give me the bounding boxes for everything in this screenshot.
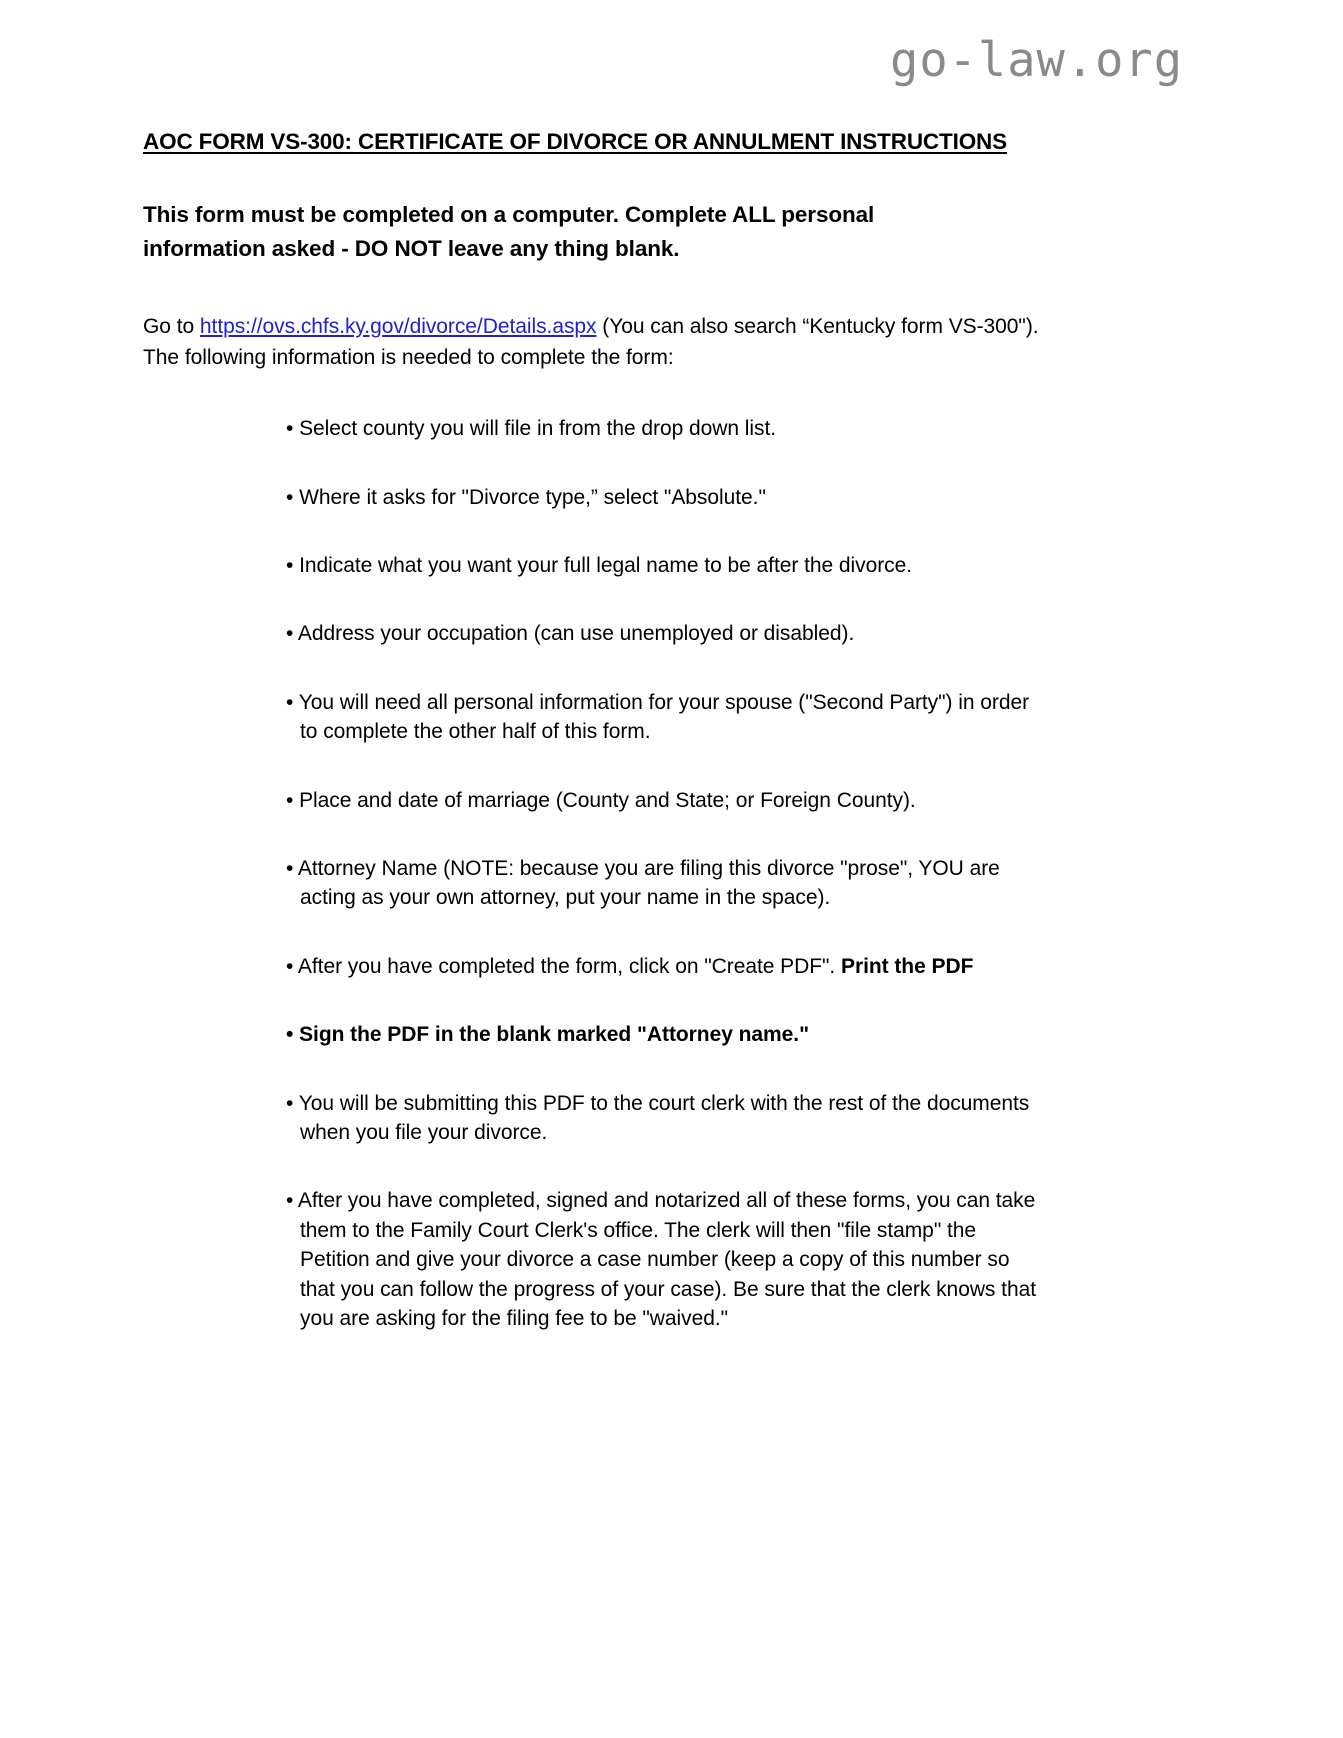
list-item	[286, 414, 1040, 443]
list-item	[286, 786, 1040, 815]
list-item	[286, 551, 1040, 580]
list-item-text: • After you have completed, signed and notarized all of these forms, you can take them to the Family Court Clerk's office. The clerk will then "file stamp" the Petition and give your divorce a case number (keep a copy of this number so that you can follow the progress of your case). Be sure that the clerk knows that you are asking for the filing fee to be "waived."	[286, 1189, 1036, 1330]
goto-second-line: The following information is needed to complete the form:	[143, 346, 674, 370]
list-item	[286, 1089, 1040, 1148]
document-content	[143, 128, 1193, 1333]
list-item-text: • Place and date of marriage (County and State; or Foreign County).	[286, 788, 916, 812]
list-item-text: • Where it asks for "Divorce type,” select "Absolute."	[286, 485, 766, 509]
goto-prefix: Go to	[143, 314, 200, 338]
instructions-list	[143, 414, 1193, 1333]
list-item	[286, 952, 1040, 981]
list-item-text: • After you have completed the form, click on "Create PDF".	[286, 954, 841, 978]
ovs-chfs-link[interactable]: https://ovs.chfs.ky.gov/divorce/Details.aspx	[199, 314, 597, 338]
intro-paragraph: This form must be completed on a computer. Complete ALL personal information asked - DO NOT leave any thing blank.	[143, 202, 875, 262]
go-law-watermark: go-law.org	[890, 33, 1183, 88]
list-item-text: • Select county you will file in from the drop down list.	[286, 417, 777, 441]
list-item	[286, 1186, 1040, 1333]
list-item	[286, 688, 1040, 747]
list-item-text: • Address your occupation (can use unemployed or disabled).	[286, 622, 855, 646]
goto-suffix: (You can also search “Kentucky form VS-300").	[596, 314, 1039, 338]
list-item	[286, 1020, 1040, 1049]
list-item	[286, 483, 1040, 512]
list-item	[286, 619, 1040, 648]
goto-paragraph	[143, 311, 1193, 375]
list-item-text: • Sign the PDF in the blank marked "Attorney name."	[286, 1023, 809, 1047]
page-title: AOC FORM VS-300: CERTIFICATE OF DIVORCE OR ANNULMENT INSTRUCTIONS	[143, 129, 1008, 154]
list-item-text: • You will be submitting this PDF to the court clerk with the rest of the documents when you file your divorce.	[286, 1091, 1030, 1144]
list-item-text: • Indicate what you want your full legal name to be after the divorce.	[286, 554, 913, 578]
list-item	[286, 854, 1040, 913]
list-item-emphasis: Print the PDF	[841, 954, 974, 978]
list-item-text: • You will need all personal information for your spouse ("Second Party") in order to complete the other half of this form.	[286, 690, 1030, 744]
list-item-text: • Attorney Name (NOTE: because you are filing this divorce "prose", YOU are acting as your own attorney, put your name in the space).	[286, 857, 1000, 910]
